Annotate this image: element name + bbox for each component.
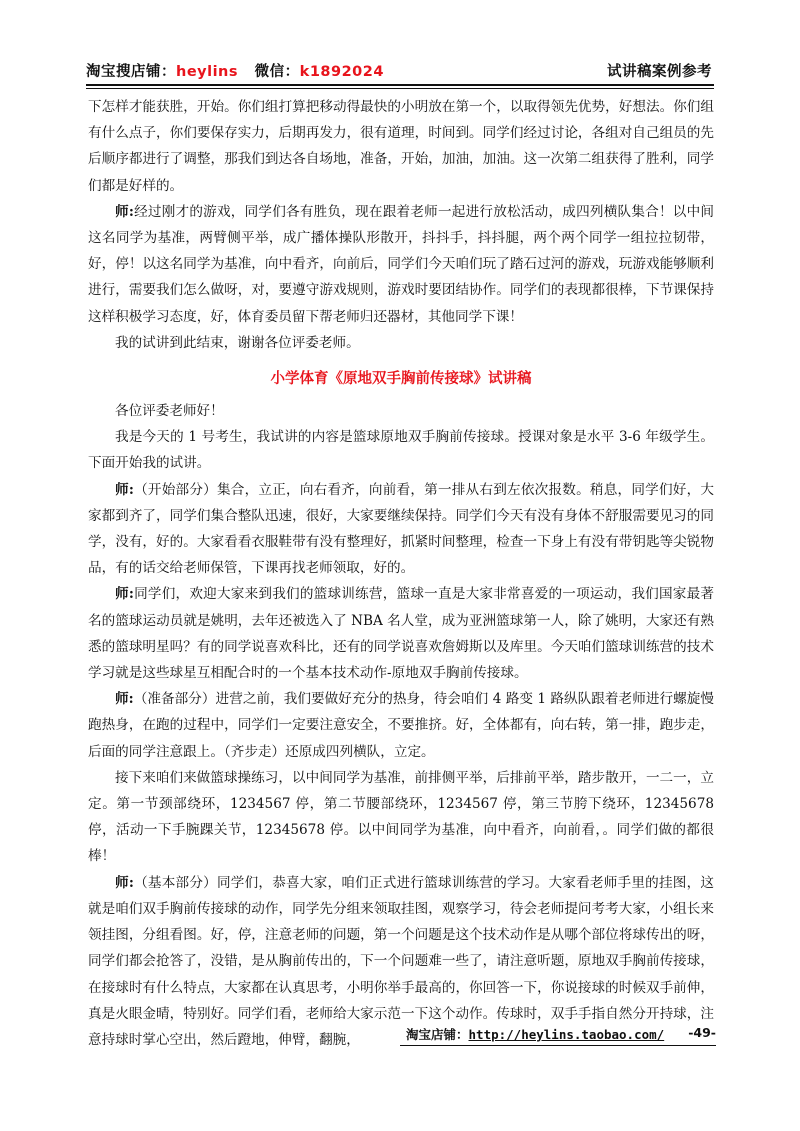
paragraph: 各位评委老师好！ [115,403,224,420]
paragraph: 师:（基本部分）同学们，恭喜大家，咱们正式进行篮球训练营的学习。大家看老师手里的挂图，这就是咱们双手胸前传接球的动作，同学先分组来领取挂图，观察学习，待会老师提问考考大家，小组长来领挂图，分组看图。好，停，注意老师的问题，第一个问题是这个技术动作是从哪个部位将球传出的呀，同学们都会抢答了，没错，是从胸前传出的，下一个问题难一些了，请注意听题，原地双手胸前传接球，在接球时有什么特点，大家都在认真思考，小明你举手最高的，你回答一下，你说接球的时候双手前伸，真是火眼金晴，特别好。同学们看，老师给大家示范一下这个动作。传球时，双手手指自然分开持球，注意持球时掌心空出，然后蹬地，伸臂，翻腕， [88,874,714,1048]
header-rule-thin [86,88,714,89]
document-body [88,94,714,1053]
footer-rule [400,1045,716,1046]
wechat-id: k1892024 [299,64,384,80]
speaker-label: 师: [115,874,134,891]
speaker-label: 师: [115,586,134,603]
page-header [86,58,714,82]
shop-name: heylins [176,64,239,80]
shop-label: 淘宝搜店铺： [86,64,176,80]
speaker-label: 师: [115,481,134,498]
paragraph: 下怎样才能获胜，开始。你们组打算把移动得最快的小明放在第一个，以取得领先优势，好想法。你们组有什么点子，你们要保存实力，后期再发力，很有道理，时间到。同学们经过讨论，各组对自己组员的先后顺序都进行了调整，那我们到达各自场地，准备，开始，加油，加油。这一次第二组获得了胜利，同学们都是好样的。 [88,99,714,194]
page-number: -49- [688,1025,716,1040]
footer-shop-link[interactable]: http://heylins.taobao.com/ [468,1027,665,1042]
footer-shop [406,1025,664,1043]
paragraph: 师:经过刚才的游戏，同学们各有胜负，现在跟着老师一起进行放松活动，成四列横队集合！以中间这名同学为基准，两臂侧平举，成广播体操队形散开，抖抖手，抖抖腿，两个两个同学一组拉拉韧带，好，停！以这名同学为基准，向中看齐，向前后，同学们今天咱们玩了踏石过河的游戏，玩游戏能够顺利进行，需要我们怎么做呀，对，要遵守游戏规则，游戏时要团结协作。同学们的表现都很棒，下节课保持这样积极学习态度，好，体育委员留下帮老师归还器材，其他同学下课！ [88,203,714,325]
section-title: 小学体育《原地双手胸前传接球》试讲稿 [270,371,532,388]
speaker-label: 师: [115,203,134,220]
paragraph: 师:（开始部分）集合，立正，向右看齐，向前看，第一排从右到左依次报数。稍息，同学们好，大家都到齐了，同学们集合整队迅速，很好，大家要继续保持。同学们今天有没有身体不舒服需要见习的同学，没有，好的。大家看看衣服鞋带有没有整理好，抓紧时间整理，检查一下身上有没有带钥匙等尖锐物品，有的话交给老师保管，下课再找老师领取，好的。 [88,481,714,577]
paragraph: 师:同学们，欢迎大家来到我们的篮球训练营，篮球一直是大家非常喜爱的一项运动，我们国家最著名的篮球运动员就是姚明，去年还被选入了 NBA 名人堂，成为亚洲篮球第一人，除了姚明，大家还有熟悉的篮球明星吗？有的同学说喜欢科比，还有的同学说喜欢詹姆斯以及库里。今天咱们篮球训练营的技术学习就是这些球星互相配合时的一个基本技术动作-原地双手胸前传接球。 [88,586,714,682]
header-rule-thick [86,84,714,86]
speaker-label: 师: [115,691,134,708]
wechat-label: 微信： [254,64,300,80]
paragraph: 师:（准备部分）进营之前，我们要做好充分的热身，待会咱们 4 路变 1 路纵队跟着老师进行螺旋慢跑热身，在跑的过程中，同学们一定要注意安全，不要推挤。好，全体都有，向右转，第一排，跑步走，后面的同学注意跟上。（齐步走）还原成四列横队，立定。 [88,691,714,760]
doc-type-label: 试讲稿案例参考 [607,64,712,80]
footer-shop-label: 淘宝店铺： [406,1027,469,1042]
header-left [86,60,384,81]
page-footer [400,1023,716,1045]
paragraph: 我的试讲到此结束，谢谢各位评委老师。 [115,334,360,351]
paragraph: 我是今天的 1 号考生，我试讲的内容是篮球原地双手胸前传接球。授课对象是水平 3-6 年级学生。下面开始我的试讲。 [88,429,714,472]
paragraph: 接下来咱们来做篮球操练习，以中间同学为基准，前排侧平举，后排前平举，踏步散开，一二一，立定。第一节颈部绕环，1234567 停，第二节腰部绕环，1234567 停，第三节胯下绕环，12345678 停，活动一下手腕踝关节，12345678 停。以中间同学为基准，向中看齐，向前看，。同学们做的都很棒！ [88,769,714,865]
